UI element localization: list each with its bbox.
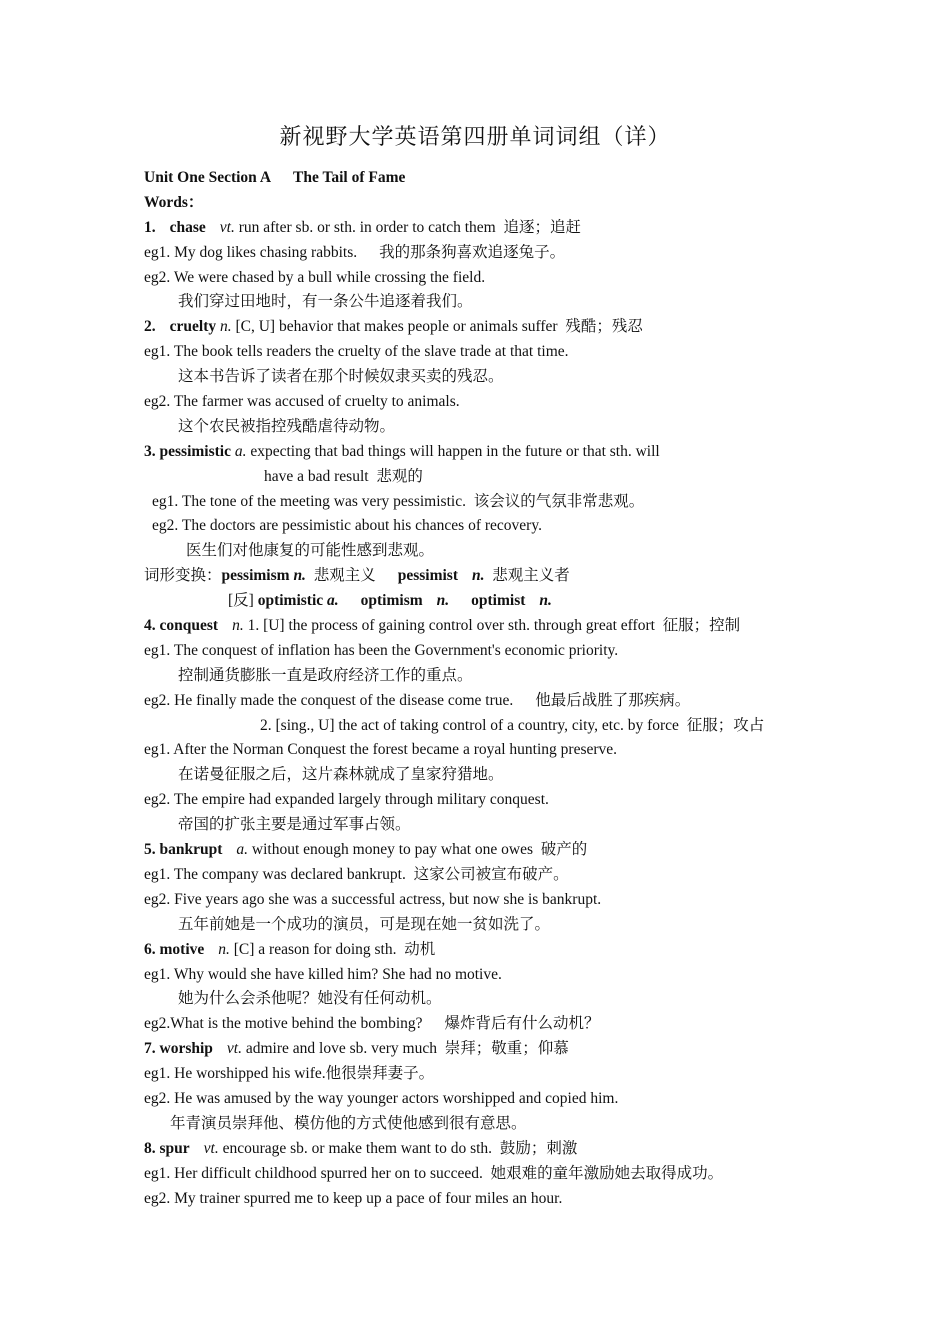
chinese-gloss: 崇拜；敬重；仰慕 [444,1040,569,1058]
definition: admire and love sb. very much [245,1040,437,1058]
headword: worship [159,1040,213,1058]
vocabulary-list [144,166,844,1211]
example-translation: 在诺曼征服之后，这片森林就成了皇家狩猎地。 [178,766,504,784]
example: eg2. We were chased by a bull while crossing the field. [144,268,486,286]
entry-chase-headword: 1. chase vt. run after sb. or sth. in order to catch them 追逐；追赶 [144,218,581,236]
example: eg1. The company was declared bankrupt. 这家公司被宣布破产。 [144,865,569,883]
headword: spur [159,1139,190,1157]
example-translation: 这个农民被指控残酷虐待动物。 [178,417,396,435]
chinese-gloss: 鼓励；刺激 [499,1139,578,1157]
example: eg1. The book tells readers the cruelty of the slave trade at that time. [144,343,569,361]
antonyms: [反] optimistic a. optimism n. optimist n. [228,592,552,610]
example: eg2. My trainer spurred me to keep up a pace of four miles an hour. [144,1189,563,1207]
word-forms: 词形变换：pessimism n. 悲观主义 pessimist n. 悲观主义者 [144,567,570,585]
example: eg1. The tone of the meeting was very pessimistic. 该会议的气氛非常悲观。 [152,492,645,510]
example: eg1. Her difficult childhood spurred her on to succeed. 她艰难的童年激励她去取得成功。 [144,1164,724,1182]
example: eg1. Why would she have killed him? She had no motive. [144,965,502,983]
entry-motive-headword: 6. motive n. [C] a reason for doing sth. 动机 [144,940,436,958]
definition-sense-2: 2. [sing., U] the act of taking control of a country, city, etc. by force 征服；攻占 [260,716,765,734]
example: eg2. He was amused by the way younger actors worshipped and copied him. [144,1089,619,1107]
example-translation: 帝国的扩张主要是通过军事占领。 [178,816,411,834]
example: eg1. The conquest of inflation has been the Government's economic priority. [144,641,619,659]
example: eg2. Five years ago she was a successful actress, but now she is bankrupt. [144,890,602,908]
entry-bankrupt-headword: 5. bankrupt a. without enough money to pay what one owes 破产的 [144,841,588,859]
definition: expecting that bad things will happen in the future or that sth. will [250,442,660,460]
headword: pessimistic [159,442,231,460]
chinese-gloss: 征服；控制 [662,617,741,635]
example: eg1. My dog likes chasing rabbits. 我的那条狗喜欢追逐兔子。 [144,243,566,261]
example-translation: 控制通货膨胀一直是政府经济工作的重点。 [178,666,473,684]
example-translation: 这本书告诉了读者在那个时候奴隶买卖的残忍。 [178,368,504,386]
definition: run after sb. or sth. in order to catch them [238,218,496,236]
example: eg1. After the Norman Conquest the forest became a royal hunting preserve. [144,741,618,759]
entry-pessimistic-headword: 3. pessimistic a. expecting that bad things will happen in the future or that sth. will [144,442,660,460]
chinese-gloss: 征服；攻占 [686,716,765,734]
chinese-gloss: 动机 [404,940,436,958]
definition: without enough money to pay what one owes [251,841,534,859]
example-translation: 我们穿过田地时，有一条公牛追逐着我们。 [178,293,473,311]
headword: cruelty [169,318,217,336]
example-translation: 她为什么会杀他呢？她没有任何动机。 [178,990,442,1008]
example: eg2. The doctors are pessimistic about his chances of recovery. [152,517,542,535]
entry-spur-headword: 8. spur vt. encourage sb. or make them want to do sth. 鼓励；刺激 [144,1139,578,1157]
section-heading [144,166,844,191]
unit-subtitle: The Tail of Fame [293,169,406,186]
entry-conquest-headword: 4. conquest n. 1. [U] the process of gaining control over sth. through great effort 征服；控制 [144,617,741,635]
example-translation: 五年前她是一个成功的演员，可是现在她一贫如洗了。 [178,915,551,933]
example-translation: 年青演员崇拜他、模仿他的方式使他感到很有意思。 [170,1114,527,1132]
definition: [C] a reason for doing sth. [233,940,397,958]
headword: chase [169,218,206,236]
definition: [C, U] behavior that makes people or animals suffer [235,318,558,336]
headword: conquest [159,617,219,635]
entry-worship-headword: 7. worship vt. admire and love sb. very much 崇拜；敬重；仰慕 [144,1040,569,1058]
unit-heading: Unit One Section A [144,169,272,186]
chinese-gloss: 残酷；残忍 [565,318,643,336]
headword: bankrupt [159,841,223,859]
example: eg2. The farmer was accused of cruelty to animals. [144,393,460,411]
example: eg2. He finally made the conquest of the disease come true. 他最后战胜了那疾病。 [144,691,691,709]
headword: motive [159,940,205,958]
chinese-gloss: 追逐；追赶 [503,218,581,236]
example: eg2.What is the motive behind the bombing? 爆炸背后有什么动机？ [144,1015,600,1033]
chinese-gloss: 破产的 [540,841,588,859]
example: eg1. He worshipped his wife.他很崇拜妻子。 [144,1065,435,1083]
definition-continued: have a bad result 悲观的 [264,467,423,485]
definition: 1. [U] the process of gaining control over sth. through great effort [247,617,655,635]
definition: encourage sb. or make them want to do sth. [222,1139,493,1157]
entry-cruelty-headword: 2. cruelty n. [C, U] behavior that makes people or animals suffer 残酷；残忍 [144,318,643,336]
page-title: 新视野大学英语第四册单词词组（详） [279,124,671,149]
words-label: Words： [144,193,204,211]
chinese-gloss: 悲观的 [376,467,423,485]
example: eg2. The empire had expanded largely through military conquest. [144,791,549,809]
example-translation: 医生们对他康复的可能性感到悲观。 [186,542,435,560]
